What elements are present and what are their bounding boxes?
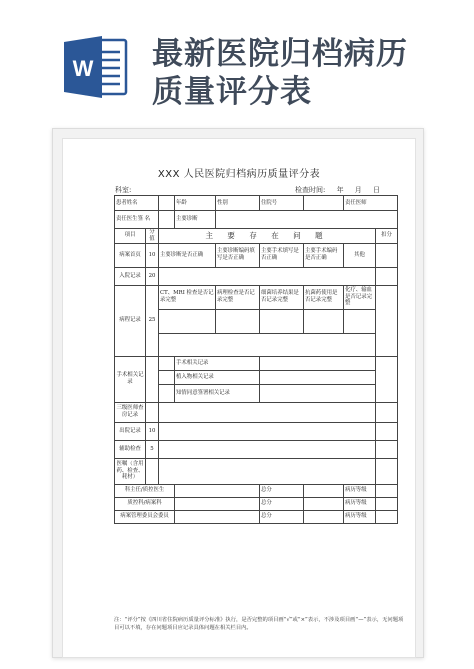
progress-score: 25	[146, 285, 159, 356]
surgery-sub-1: 手术相关记录	[175, 356, 260, 370]
qc-office-label: 质控科/病案科	[115, 497, 175, 510]
col-issues-header: 主 要 存 在 问 题	[159, 229, 376, 244]
attending-doctor-label: 责任医生签 名	[115, 211, 159, 229]
total-score-label-2: 总分	[260, 497, 304, 510]
front-page-issue-5: 其他	[344, 243, 376, 267]
aux-score: 5	[146, 440, 159, 458]
table-row	[115, 196, 398, 211]
banner-title-line2: 质量评分表	[152, 74, 312, 110]
surgery-label: 手术相关记录	[115, 356, 146, 402]
grade-label-2: 病历等级	[344, 497, 376, 510]
discharge-label: 出院记录	[115, 422, 146, 440]
progress-issue-4: 抗菌药使用是否记录完整	[304, 285, 344, 309]
total-score-label-3: 总分	[260, 510, 304, 523]
surgery-sub-2: 植入物相关记录	[175, 370, 260, 384]
word-document-icon	[62, 34, 130, 100]
document-page	[62, 138, 416, 658]
col-score-header: 分值	[146, 229, 159, 244]
table-row	[115, 510, 398, 523]
front-page-issue-1: 主要诊断是否正确	[159, 243, 216, 267]
progress-issue-5: 化疗、输血是否记录完整	[344, 285, 376, 309]
department-label: 科室:	[115, 186, 132, 194]
progress-issue-2: 病理检查是否记录完整	[216, 285, 260, 309]
table-header-row	[115, 229, 398, 244]
table-row	[115, 243, 398, 267]
resp-doctor-label: 责任医师	[344, 196, 398, 211]
bed-no-label: 住院号	[260, 196, 304, 211]
table-row	[115, 440, 398, 458]
progress-label: 病程记录	[115, 285, 146, 356]
word-icon-letter: W	[72, 56, 94, 81]
age-label: 年龄	[175, 196, 216, 211]
orders-label: 医嘱（含用药、检查、耗材）	[115, 458, 146, 484]
admission-label: 入院记录	[115, 267, 146, 285]
main-diagnosis-label: 主要诊断	[175, 211, 216, 229]
col-deduct-header: 扣分	[376, 229, 398, 244]
table-row	[115, 402, 398, 422]
front-page-score: 10	[146, 243, 159, 267]
admission-score: 20	[146, 267, 159, 285]
patient-name-label: 患者姓名	[115, 196, 159, 211]
progress-issue-3: 细菌培养结果是否记录完整	[260, 285, 304, 309]
table-row	[115, 356, 398, 370]
front-page-issue-3: 主要手术填写是否正确	[260, 243, 304, 267]
table-row	[115, 285, 398, 309]
sex-label: 性别	[216, 196, 260, 211]
footnote: 注：“评分”按《四川省住院病历质量评分标准》执行，是否完整的项目画“√”或“×”表示，不涉及项目画“—”表示，无问题项目可以不填，存在问题项目应记录具体问题在相关栏目内。	[114, 617, 404, 631]
surgery-sub-3: 知情同意签署相关记录	[175, 384, 260, 402]
table-row	[115, 267, 398, 285]
committee-label: 病案管理委员会委员	[115, 510, 175, 523]
header-banner	[0, 0, 474, 118]
table-row	[115, 458, 398, 484]
table-row	[115, 422, 398, 440]
aux-label: 辅助检查	[115, 440, 146, 458]
director-label: 科主任/质控医生	[115, 484, 175, 497]
score-table	[114, 195, 398, 524]
document-title: XXX 人民医院归档病历质量评分表	[157, 169, 321, 180]
grade-label: 病历等级	[344, 484, 376, 497]
ward-round-label: 三级医师查房记录	[115, 402, 146, 422]
grade-label-3: 病历等级	[344, 510, 376, 523]
table-row	[115, 211, 398, 229]
discharge-score: 10	[146, 422, 159, 440]
front-page-issue-2: 主要诊断编码填写是否正确	[216, 243, 260, 267]
col-item-header: 项目	[115, 229, 146, 244]
table-row	[115, 497, 398, 510]
front-page-label: 病案首页	[115, 243, 146, 267]
total-score-label: 总分	[260, 484, 304, 497]
front-page-issue-4: 主要手术编码是否正确	[304, 243, 344, 267]
banner-title-line1: 最新医院归档病历	[152, 36, 408, 72]
progress-issue-1: CT、MRI 检查是否记录完整	[159, 285, 216, 309]
check-time-label: 检查时间: 年 月 日	[295, 186, 381, 194]
table-row	[115, 484, 398, 497]
